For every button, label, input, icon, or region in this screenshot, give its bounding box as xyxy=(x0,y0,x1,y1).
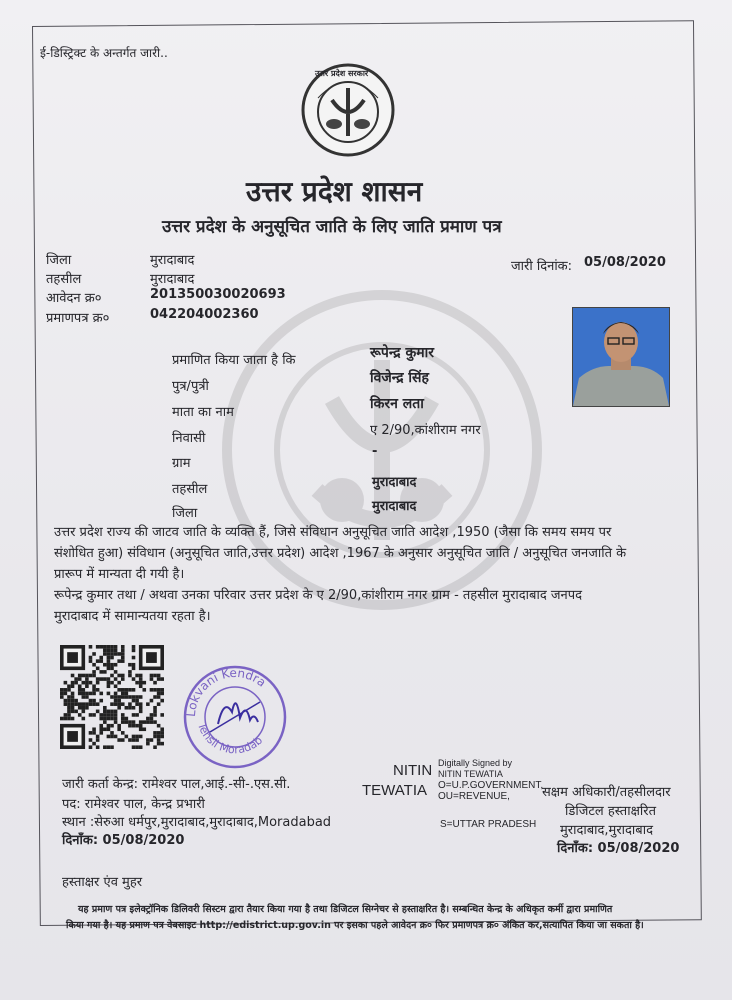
body-line-5: मुरादाबाद में सामान्यतया रहता है। xyxy=(54,609,211,624)
authority-title: सक्षम अधिकारी/तहसीलदार xyxy=(542,785,671,800)
svg-text:Lokvani Kendra xyxy=(184,666,269,717)
tehsil-label: तहसील xyxy=(46,272,82,287)
svg-text:Tehsil Moradab xyxy=(195,720,265,756)
application-number: 201350030020693 xyxy=(150,287,286,302)
body-line-1: उत्तर प्रदेश राज्य की जाटव जाति के व्यक्ति हैं, जिसे संविधान अनुसूचित जाति आदेश ,1950 (जैसा कि समय समय पर xyxy=(54,525,612,540)
son-label: पुत्र/पुत्री xyxy=(172,379,209,394)
dsig-line-1: Digitally Signed by xyxy=(438,758,513,768)
detail-district-label: जिला xyxy=(172,506,198,521)
sign-seal-label: हस्ताक्षर एंव मुहर xyxy=(62,875,143,890)
body-line-2: संशोधित हुआ) संविधान (अनुसूचित जाति,उत्तर प्रदेश) आदेश ,1967 के अनुसार अनुसूचित जाति / अनुसूचित जनजाति के xyxy=(54,546,627,561)
dsig-line-4: OU=REVENUE, xyxy=(438,791,510,802)
stamp-top-text: Lokvani Kendra xyxy=(183,665,269,718)
certified-name: रूपेन्द्र कुमार xyxy=(370,345,434,361)
stamp-bottom-text: Tehsil Moradab xyxy=(195,721,266,757)
dsig-name-line1: NITIN xyxy=(393,762,433,779)
district-label: जिला xyxy=(46,253,72,268)
dsig-name-line2: TEWATIA xyxy=(362,782,427,799)
district-value: मुरादाबाद xyxy=(150,253,195,268)
detail-tehsil-value: मुरादाबाद xyxy=(372,475,417,490)
issue-date-value: 05/08/2020 xyxy=(584,255,666,270)
resident-value: ए 2/90,कांशीराम नगर xyxy=(370,423,481,438)
dsig-line-3: O=U.P.GOVERNMENT, xyxy=(438,780,544,791)
applicant-photo xyxy=(572,307,670,407)
footer-line-2: किया गया है। यह प्रमाण पत्र वेबसाइट http://edistrict.up.gov.in पर इसका पहले आवेदन क्र० फिर प्रमाणपत्र क्र० अंकित कर,सत्यापित किया जा सकता है। xyxy=(66,920,644,931)
issuer-center: जारी कर्ता केन्द्र: रामेश्वर पाल,आई.-सी-.एस.सी. xyxy=(62,777,291,792)
authority-date: दिनाँक: 05/08/2020 xyxy=(557,841,680,856)
dsig-details xyxy=(438,758,543,802)
lokvani-stamp xyxy=(180,662,290,772)
emblem-text: उत्तर प्रदेश सरकार xyxy=(315,69,369,78)
page-title: उत्तर प्रदेश शासन xyxy=(246,175,423,208)
authority-signed: डिजिटल हस्ताक्षरित xyxy=(565,804,656,819)
application-label: आवेदन क्र० xyxy=(46,291,102,306)
resident-label: निवासी xyxy=(172,431,206,446)
issue-date-label: जारी दिनांक: xyxy=(511,259,573,274)
mother-name: किरन लता xyxy=(370,396,424,412)
detail-tehsil-label: तहसील xyxy=(172,482,208,497)
page-subtitle: उत्तर प्रदेश के अनुसूचित जाति के लिए जाति प्रमाण पत्र xyxy=(162,217,502,237)
authority-place: मुरादाबाद,मुरादाबाद xyxy=(560,823,653,838)
qr-code xyxy=(60,645,164,749)
detail-district-value: मुरादाबाद xyxy=(372,499,417,514)
issuer-post: पद: रामेश्वर पाल, केन्द्र प्रभारी xyxy=(62,797,205,812)
body-line-3: प्रारूप में मान्यता दी गयी है। xyxy=(54,567,185,582)
dsig-line-2: NITIN TEWATIA xyxy=(438,769,503,779)
issuer-place: स्थान :सेरुआ धर्मपुर,मुरादाबाद,मुरादाबाद,Moradabad xyxy=(62,815,332,830)
village-label: ग्राम xyxy=(172,456,191,471)
tehsil-value: मुरादाबाद xyxy=(150,272,195,287)
mother-label: माता का नाम xyxy=(172,405,234,420)
footer-line-1: यह प्रमाण पत्र इलेक्ट्रॉनिक डिलिवरी सिस्टम द्वारा तैयार किया गया है तथा डिजिटल सिग्नेचर से हस्ताक्षरित है। सम्बन्धित केन्द्र के अधिकृत कर्मी द्वारा प्रमाणित xyxy=(78,904,613,915)
issuer-date: दिनाँक: 05/08/2020 xyxy=(62,833,185,848)
certificate-label: प्रमाणपत्र क्र० xyxy=(46,311,110,326)
body-line-4: रूपेन्द्र कुमार तथा / अथवा उनका परिवार उत्तर प्रदेश के ए 2/90,कांशीराम नगर ग्राम - तहसील मुरादाबाद जनपद xyxy=(54,588,583,603)
village-value: - xyxy=(372,444,378,459)
top-note: ई-डिस्ट्रिक्ट के अन्तर्गत जारी.. xyxy=(40,46,168,60)
certified-label: प्रमाणित किया जाता है कि xyxy=(172,353,296,368)
father-name: विजेन्द्र सिंह xyxy=(370,370,429,386)
certificate-number: 042204002360 xyxy=(150,307,259,322)
dsig-line-5: S=UTTAR PRADESH xyxy=(440,819,537,830)
